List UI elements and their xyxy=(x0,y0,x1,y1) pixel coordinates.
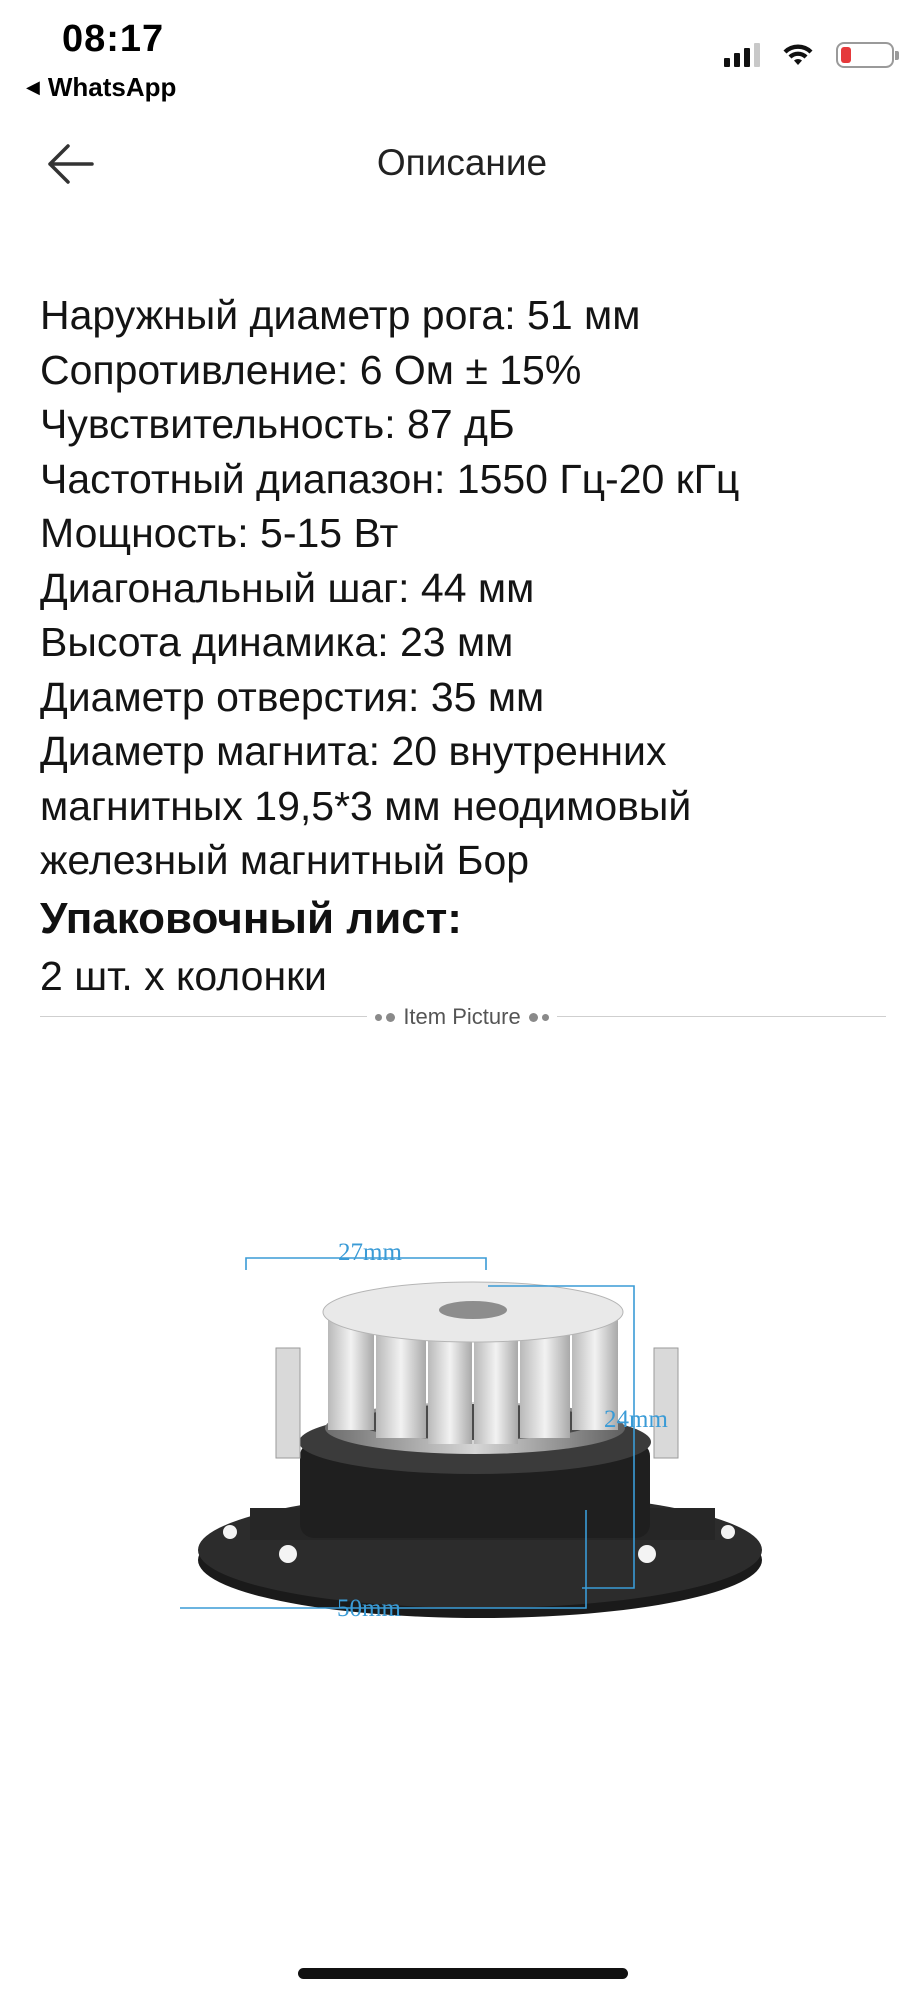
back-app-label: WhatsApp xyxy=(47,72,177,102)
spec-line: Диаметр магнита: 20 внутренних xyxy=(40,728,667,774)
spec-line: Частотный диапазон: 1550 Гц-20 кГц xyxy=(40,455,740,502)
dimension-bottom-label: 50mm xyxy=(337,1595,401,1622)
status-time: 08:17 xyxy=(62,18,165,60)
dimension-top-label: 27mm xyxy=(338,1239,402,1266)
battery-level xyxy=(841,47,851,63)
dimension-height-label: 24mm xyxy=(604,1406,668,1433)
wifi-icon xyxy=(782,43,814,67)
back-to-app-link[interactable] xyxy=(26,72,176,103)
home-indicator[interactable] xyxy=(298,1968,628,1979)
product-image xyxy=(180,1230,820,1690)
spec-line: Высота динамика: 23 мм xyxy=(40,619,514,665)
spec-line: Наружный диаметр рога: 51 мм xyxy=(40,292,641,338)
description-body xyxy=(40,288,900,1004)
status-indicators xyxy=(724,42,894,68)
back-triangle-icon: ◀ xyxy=(26,77,40,97)
cellular-signal-icon xyxy=(724,43,760,67)
spec-line: железный магнитный Бор xyxy=(40,837,530,883)
packing-list-content: 2 шт. х колонки xyxy=(40,952,327,999)
page-title: Описание xyxy=(376,142,548,183)
spec-line: Сопротивление: 6 Ом ± 15% xyxy=(40,346,582,393)
item-picture-label: Item Picture xyxy=(403,1004,521,1029)
section-divider-label xyxy=(0,1004,924,1030)
divider-dots-icon xyxy=(529,1013,549,1022)
packing-list-title: Упаковочный лист: xyxy=(40,893,462,943)
spec-line: Чувствительность: 87 дБ xyxy=(40,401,515,447)
spec-line: Диаметр отверстия: 35 мм xyxy=(40,673,545,720)
spec-line: магнитных 19,5*3 мм неодимовый xyxy=(40,782,692,829)
spec-line: Мощность: 5-15 Вт xyxy=(40,510,399,556)
spec-line: Диагональный шаг: 44 мм xyxy=(40,564,535,611)
divider-dots-icon xyxy=(375,1013,395,1022)
battery-icon xyxy=(836,42,894,68)
